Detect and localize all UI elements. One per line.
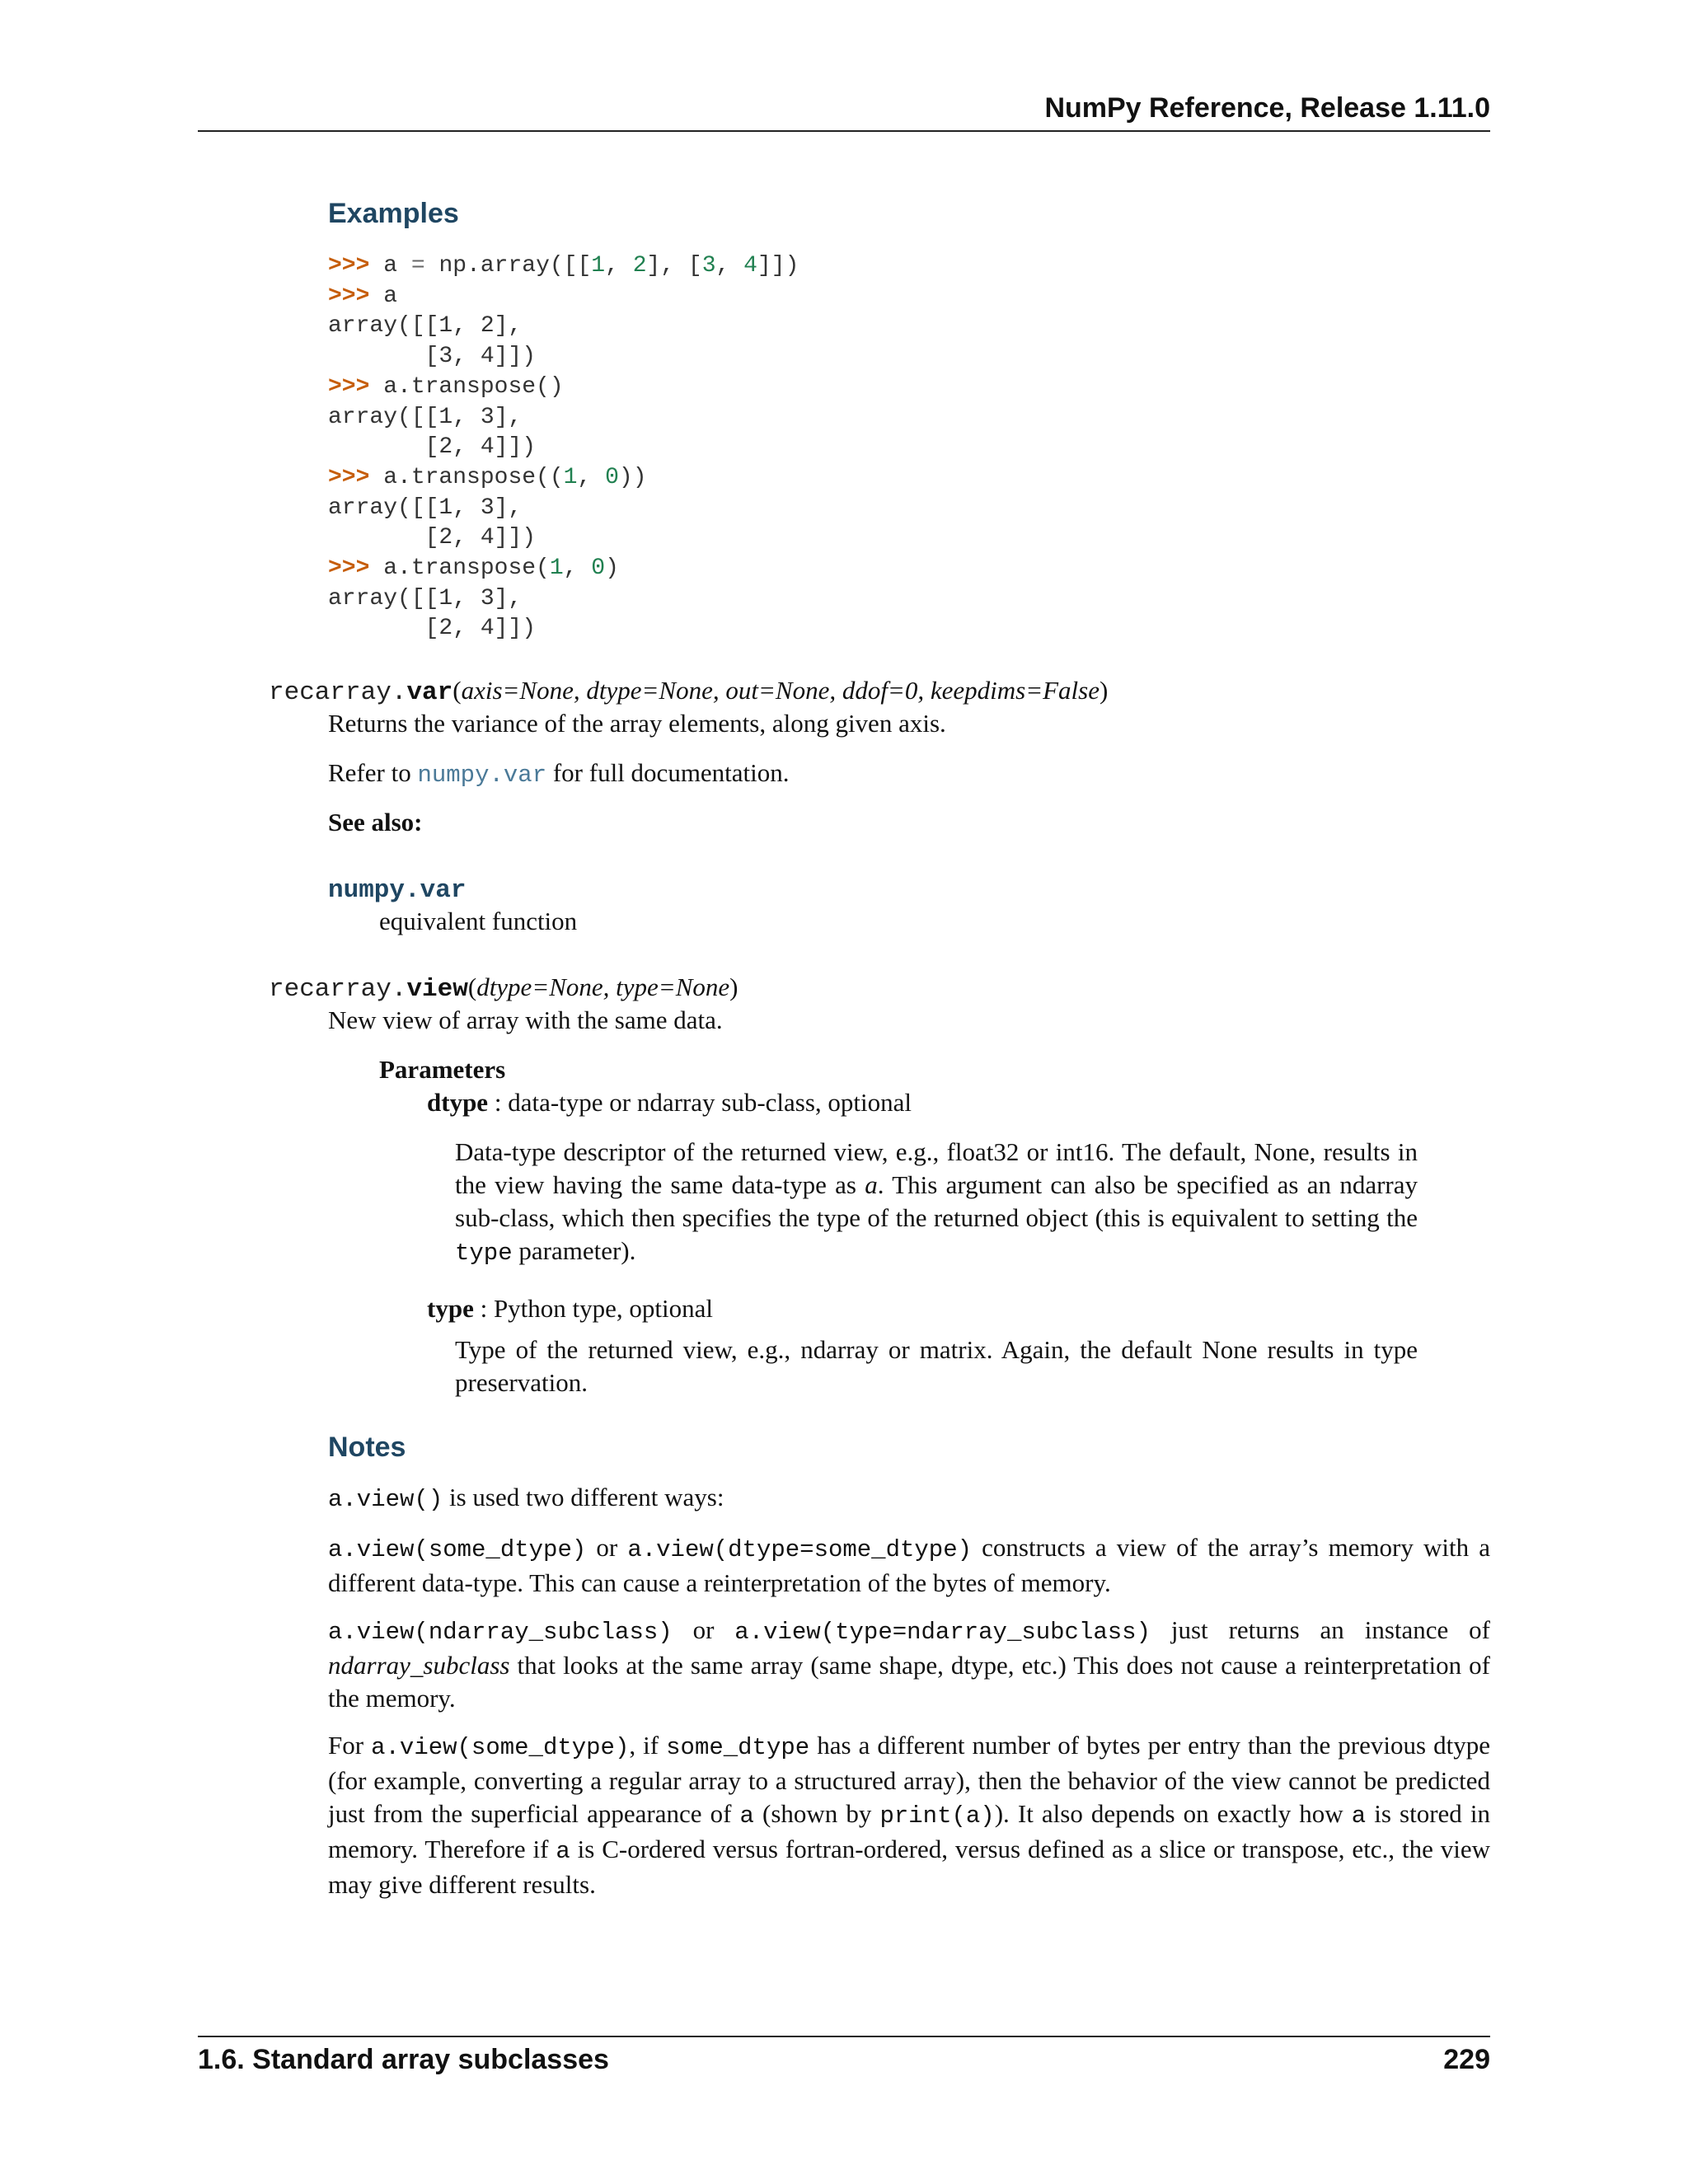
code-line: array([[1, 2], bbox=[328, 313, 523, 340]
see-also-description: equivalent function bbox=[379, 907, 578, 935]
view-signature bbox=[269, 971, 738, 1006]
notes-para-3: a.view(ndarray_subclass) or a.view(type=ndarray_subclass) just returns an instance of ndarray_subclass that looks at the same array (same shape, dtype, etc.) This does not cause a reinterpretation of the memory. bbox=[328, 1615, 1490, 1713]
notes-para-1: a.view() is used two different ways: bbox=[328, 1483, 724, 1513]
code-line: [2, 4]]) bbox=[328, 616, 537, 642]
var-refer bbox=[328, 757, 790, 792]
param-type-description: Type of the returned view, e.g., ndarray or matrix. Again, the default None results in type preservation. bbox=[455, 1335, 1418, 1397]
var-sig-open: ( bbox=[452, 676, 462, 705]
notes-para-4: For a.view(some_dtype), if some_dtype has a different number of bytes per entry than the previous dtype (for example, converting a regular array to a structured array), then the behavior of the view cannot be predicted just from the superficial appearance of a (shown by print(a)). It also depends on exactly how a is stored in memory. Therefore if a is C-ordered versus fortran-ordered, versus defined as a slice or transpose, etc., the view may give different results. bbox=[328, 1731, 1491, 1899]
code-line: array([[1, 3], bbox=[328, 404, 523, 430]
notes-para-2: a.view(some_dtype) or a.view(dtype=some_dtype) constructs a view of the array’s memory with a different data-type. This can cause a reinterpretation of the bytes of memory. bbox=[328, 1533, 1490, 1597]
var-signature bbox=[269, 674, 1108, 710]
var-sig-class: recarray. bbox=[269, 678, 407, 707]
see-also-link-row bbox=[328, 872, 466, 907]
parameters-label: Parameters bbox=[379, 1055, 506, 1084]
param-type-type: : Python type, optional bbox=[473, 1294, 714, 1323]
header-rule bbox=[198, 130, 1490, 132]
code-line: >>> a.transpose() bbox=[328, 373, 564, 400]
code-line: [2, 4]]) bbox=[328, 525, 537, 551]
view-sig-args: dtype=None, type=None bbox=[476, 972, 730, 1001]
running-header-title: NumPy Reference, Release 1.11.0 bbox=[1044, 92, 1490, 124]
footer-rule bbox=[198, 2036, 1490, 2037]
view-sig-close: ) bbox=[729, 972, 738, 1001]
param-dtype-type: : data-type or ndarray sub-class, optional bbox=[488, 1088, 912, 1117]
code-line: >>> a.transpose((1, 0)) bbox=[328, 464, 647, 490]
var-sig-close: ) bbox=[1100, 676, 1109, 705]
var-sig-args: axis=None, dtype=None, out=None, ddof=0, keepdims=False bbox=[461, 676, 1100, 705]
param-dtype-description: Data-type descriptor of the returned view, e.g., float32 or int16. The default, None, results in the view having the same data-type as a. This argument can also be specified as an ndarray sub-class, which then specifies the type of the returned object (this is equivalent to setting the type parameter). bbox=[455, 1137, 1418, 1267]
notes-heading: Notes bbox=[328, 1432, 406, 1463]
code-line: [2, 4]]) bbox=[328, 434, 537, 461]
view-sig-name: view bbox=[406, 975, 468, 1004]
var-refer-post: for full documentation. bbox=[546, 758, 790, 787]
param-type bbox=[427, 1292, 713, 1325]
code-line: [3, 4]]) bbox=[328, 344, 537, 370]
view-description: New view of array with the same data. bbox=[328, 1005, 723, 1034]
param-type-name: type bbox=[427, 1294, 474, 1323]
var-sig-name: var bbox=[406, 678, 453, 707]
var-refer-pre: Refer to bbox=[328, 758, 418, 787]
param-dtype bbox=[427, 1086, 912, 1119]
view-sig-open: ( bbox=[467, 972, 477, 1001]
code-line: >>> a.transpose(1, 0) bbox=[328, 555, 619, 582]
var-description: Returns the variance of the array elements, along given axis. bbox=[328, 709, 946, 738]
see-also-label: See also: bbox=[328, 808, 423, 837]
footer-section-title: 1.6. Standard array subclasses bbox=[198, 2044, 609, 2075]
numpy-var-link[interactable]: numpy.var bbox=[417, 762, 547, 789]
param-dtype-name: dtype bbox=[427, 1088, 489, 1117]
examples-code-block bbox=[328, 251, 799, 644]
footer-page-number: 229 bbox=[1443, 2044, 1490, 2075]
code-line: >>> a = np.array([[1, 2], [3, 4]]) bbox=[328, 253, 799, 279]
code-line: array([[1, 3], bbox=[328, 585, 523, 612]
view-sig-class: recarray. bbox=[269, 975, 407, 1004]
code-line: >>> a bbox=[328, 283, 398, 309]
code-line: array([[1, 3], bbox=[328, 494, 523, 521]
see-also-numpy-var-link[interactable]: numpy.var bbox=[328, 876, 467, 905]
examples-heading: Examples bbox=[328, 198, 459, 229]
